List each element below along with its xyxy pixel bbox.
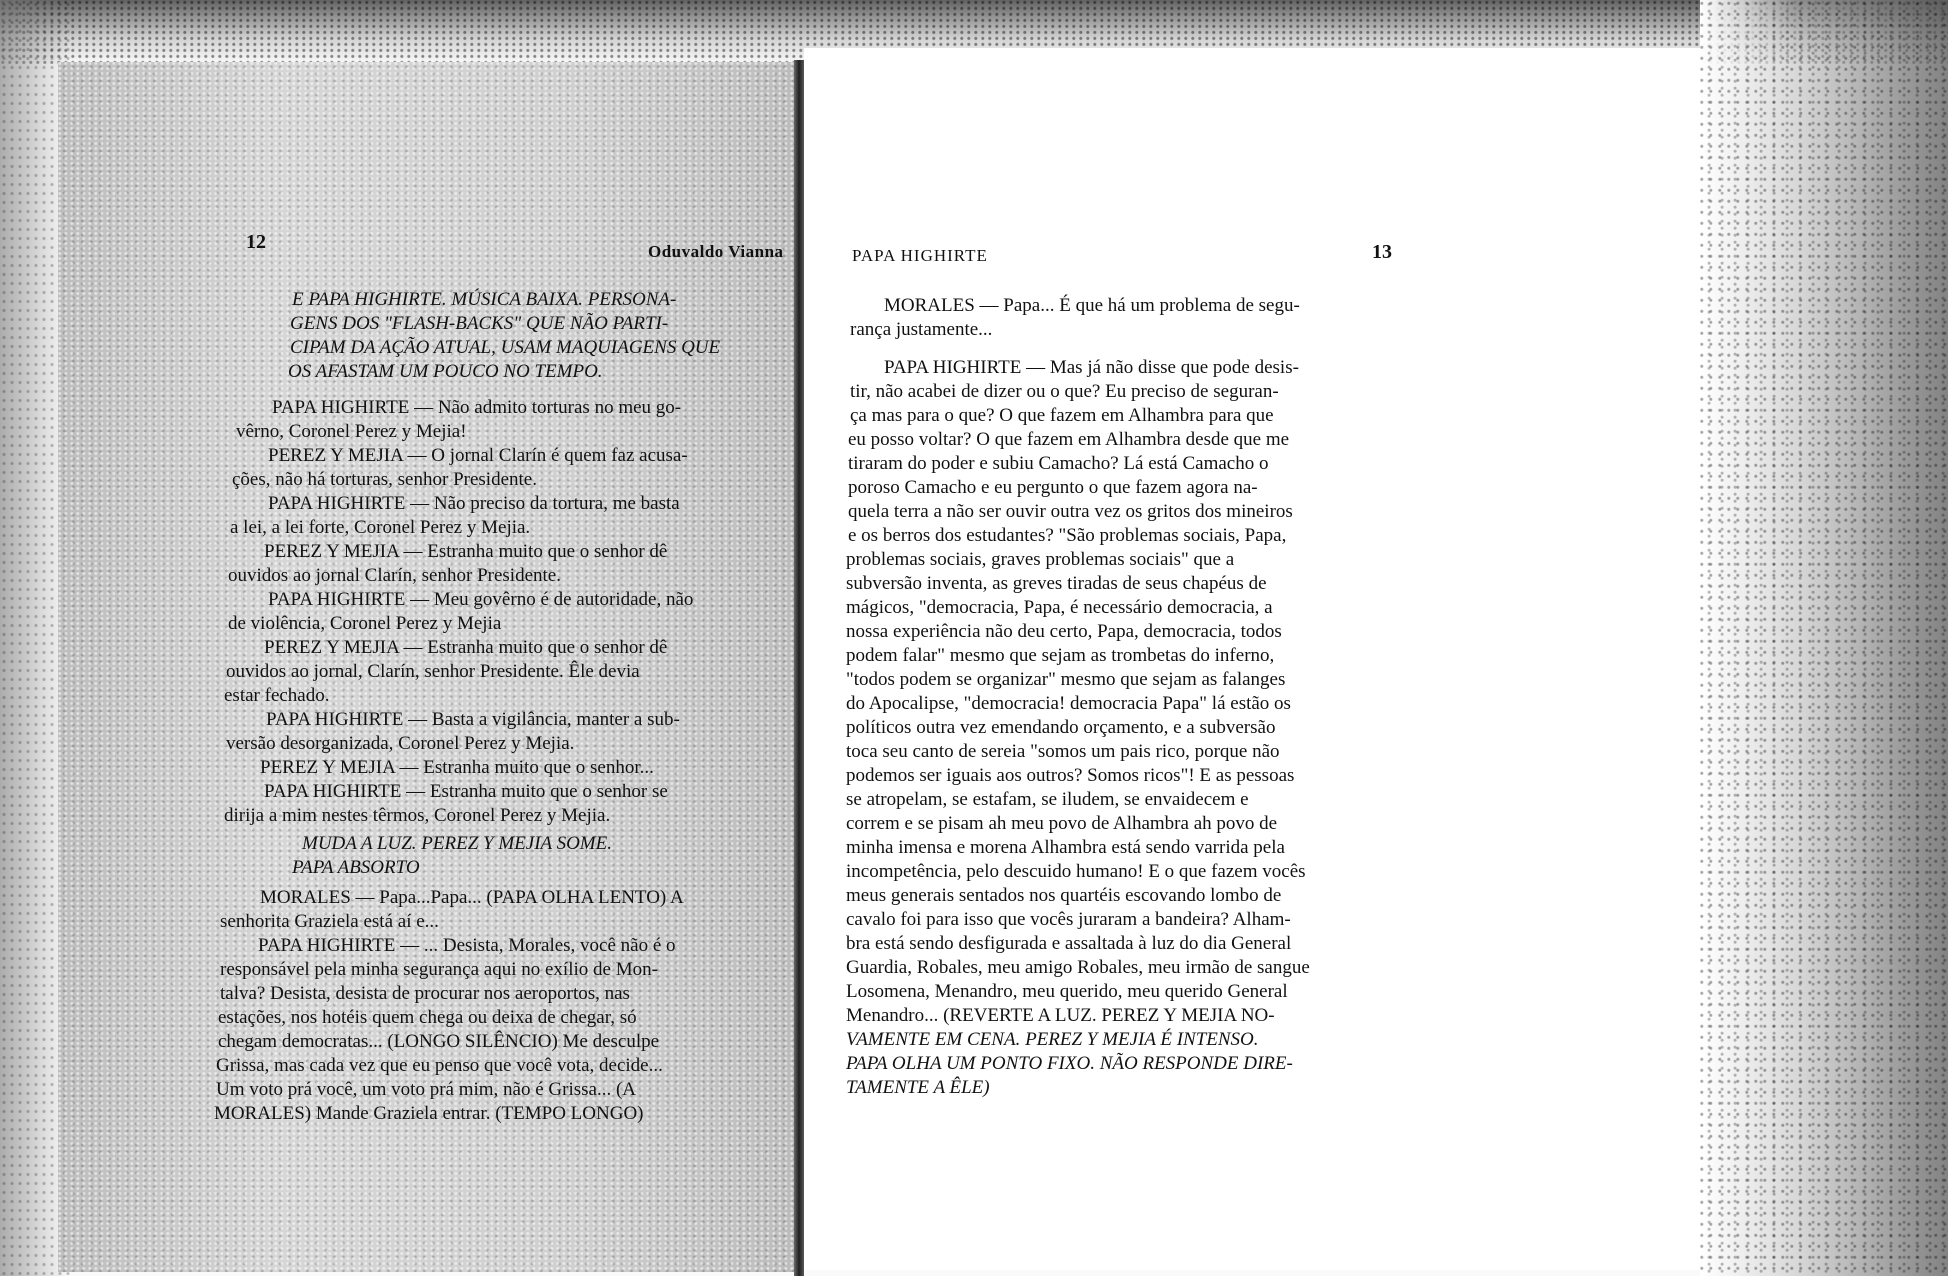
dialogue-line: PAPA HIGHIRTE — Não admito torturas no meu go- <box>272 397 682 418</box>
dialogue-line: podem falar" mesmo que sejam as trombetas do inferno, <box>846 645 1275 666</box>
right-page-number: 13 <box>1372 241 1392 263</box>
dialogue-line: nossa experiência não deu certo, Papa, democracia, todos <box>846 621 1282 642</box>
left-page-number: 12 <box>246 231 266 253</box>
dialogue-line: "todos podem se organizar" mesmo que sejam as falanges <box>846 669 1286 690</box>
dialogue-line: a lei, a lei forte, Coronel Perez y Mejia. <box>230 517 531 538</box>
dialogue-line: PAPA HIGHIRTE — Basta a vigilância, manter a sub- <box>266 709 680 730</box>
stage-direction-line: E PAPA HIGHIRTE. MÚSICA BAIXA. PERSONA- <box>292 289 677 310</box>
stage-direction-line: TAMENTE A ÊLE) <box>846 1077 990 1098</box>
stage-direction-line: CIPAM DA AÇÃO ATUAL, USAM MAQUIAGENS QUE <box>290 337 721 358</box>
dialogue-line: chegam democratas... (LONGO SILÊNCIO) Me desculpe <box>218 1031 660 1052</box>
dialogue-line: ouvidos ao jornal Clarín, senhor Presidente. <box>228 565 561 586</box>
dialogue-line: de violência, Coronel Perez y Mejia <box>228 613 502 634</box>
dialogue-line: eu posso voltar? O que fazem em Alhambra desde que me <box>848 429 1290 450</box>
dialogue-line: problemas sociais, graves problemas sociais" que a <box>846 549 1235 570</box>
dialogue-line: dirija a mim nestes têrmos, Coronel Perez y Mejia. <box>224 805 611 826</box>
dialogue-line: correm e se pisam ah meu povo de Alhambra ah povo de <box>846 813 1278 834</box>
scan-noise-right <box>1700 0 1948 1276</box>
dialogue-line: toca seu canto de sereia "somos um pais rico, porque não <box>846 741 1280 762</box>
book-spine <box>794 60 804 1276</box>
stage-direction-line: PAPA OLHA UM PONTO FIXO. NÃO RESPONDE DIRE- <box>846 1053 1293 1074</box>
dialogue-line: subversão inventa, as greves tiradas de seus chapéus de <box>846 573 1267 594</box>
dialogue-line: PEREZ Y MEJIA — Estranha muito que o senhor dê <box>264 541 668 562</box>
dialogue-line: talva? Desista, desista de procurar nos aeroportos, nas <box>220 983 630 1004</box>
dialogue-line: Um voto prá você, um voto prá mim, não é Grissa... (A <box>216 1079 637 1100</box>
dialogue-line: cavalo foi para isso que vocês juraram a bandeira? Alham- <box>846 909 1291 930</box>
dialogue-line: quela terra a não ser ouvir outra vez os gritos dos mineiros <box>848 501 1293 522</box>
dialogue-line: podemos ser iguais aos outros? Somos ricos"! E as pessoas <box>846 765 1295 786</box>
dialogue-line: MORALES) Mande Graziela entrar. (TEMPO LONGO) <box>214 1103 644 1124</box>
dialogue-line: versão desorganizada, Coronel Perez y Mejia. <box>226 733 575 754</box>
dialogue-line: ouvidos ao jornal, Clarín, senhor Presidente. Êle devia <box>226 661 640 682</box>
dialogue-line: tiraram do poder e subiu Camacho? Lá está Camacho o <box>848 453 1269 474</box>
dialogue-line: rança justamente... <box>850 319 993 340</box>
dialogue-line: se atropelam, se estafam, se iludem, se envaidecem e <box>846 789 1249 810</box>
left-running-head: Oduvaldo Vianna <box>648 242 784 261</box>
dialogue-line: ça mas para o que? O que fazem em Alhambra para que <box>850 405 1274 426</box>
dialogue-line: responsável pela minha segurança aqui no exílio de Mon- <box>220 959 658 980</box>
stage-direction-line: VAMENTE EM CENA. PEREZ Y MEJIA É INTENSO. <box>846 1029 1259 1050</box>
stage-direction-line: OS AFASTAM UM POUCO NO TEMPO. <box>288 361 603 382</box>
dialogue-line: MORALES — Papa... É que há um problema de segu- <box>884 295 1300 316</box>
dialogue-line: PEREZ Y MEJIA — Estranha muito que o senhor... <box>260 757 654 778</box>
stage-direction-line: GENS DOS "FLASH-BACKS" QUE NÃO PARTI- <box>290 313 669 334</box>
dialogue-line: mágicos, "democracia, Papa, é necessário democracia, a <box>846 597 1273 618</box>
dialogue-line: vêrno, Coronel Perez y Mejia! <box>236 421 467 442</box>
dialogue-line: PAPA HIGHIRTE — Mas já não disse que pode desis- <box>884 357 1299 378</box>
dialogue-line: poroso Camacho e eu pergunto o que fazem agora na- <box>848 477 1258 498</box>
dialogue-line: incompetência, pelo descuido humano! E o que fazem vocês <box>846 861 1306 882</box>
dialogue-line: políticos outra vez emendando orçamento, e a subversão <box>846 717 1276 738</box>
dialogue-line: PEREZ Y MEJIA — Estranha muito que o senhor dê <box>264 637 668 658</box>
dialogue-line: PAPA HIGHIRTE — Não preciso da tortura, me basta <box>268 493 680 514</box>
dialogue-line: bra está sendo desfigurada e assaltada à luz do dia General <box>846 933 1292 954</box>
dialogue-line: PAPA HIGHIRTE — Estranha muito que o senhor se <box>264 781 668 802</box>
dialogue-line: PAPA HIGHIRTE — ... Desista, Morales, você não é o <box>258 935 676 956</box>
dialogue-line: PEREZ Y MEJIA — O jornal Clarín é quem faz acusa- <box>268 445 688 466</box>
dialogue-line: tir, não acabei de dizer ou o que? Eu preciso de seguran- <box>850 381 1279 402</box>
right-running-head: PAPA HIGHIRTE <box>852 246 988 265</box>
dialogue-line: estações, nos hotéis quem chega ou deixa de chegar, só <box>218 1007 637 1028</box>
dialogue-line: Losomena, Menandro, meu querido, meu querido General <box>846 981 1288 1002</box>
dialogue-line: PAPA HIGHIRTE — Meu govêrno é de autoridade, não <box>268 589 694 610</box>
dialogue-line: MORALES — Papa...Papa... (PAPA OLHA LENTO) A <box>260 887 684 908</box>
dialogue-line: Grissa, mas cada vez que eu penso que você vota, decide... <box>216 1055 663 1076</box>
dialogue-line: do Apocalipse, "democracia! democracia Papa" lá estão os <box>846 693 1291 714</box>
dialogue-line: meus generais sentados nos quartéis escovando lombo de <box>846 885 1282 906</box>
dialogue-line: Guardia, Robales, meu amigo Robales, meu irmão de sangue <box>846 957 1310 978</box>
dialogue-line: e os berros dos estudantes? "São problemas sociais, Papa, <box>848 525 1287 546</box>
stage-direction-line: MUDA A LUZ. PEREZ Y MEJIA SOME. <box>302 833 612 854</box>
dialogue-line: ções, não há torturas, senhor Presidente. <box>232 469 537 490</box>
dialogue-line: minha imensa e morena Alhambra está sendo varrida pela <box>846 837 1285 858</box>
stage-direction-line: PAPA ABSORTO <box>292 857 420 878</box>
dialogue-line: senhorita Graziela está aí e... <box>220 911 439 932</box>
dialogue-line: estar fechado. <box>224 685 330 706</box>
dialogue-line: Menandro... (REVERTE A LUZ. PEREZ Y MEJIA NO- <box>846 1005 1275 1026</box>
